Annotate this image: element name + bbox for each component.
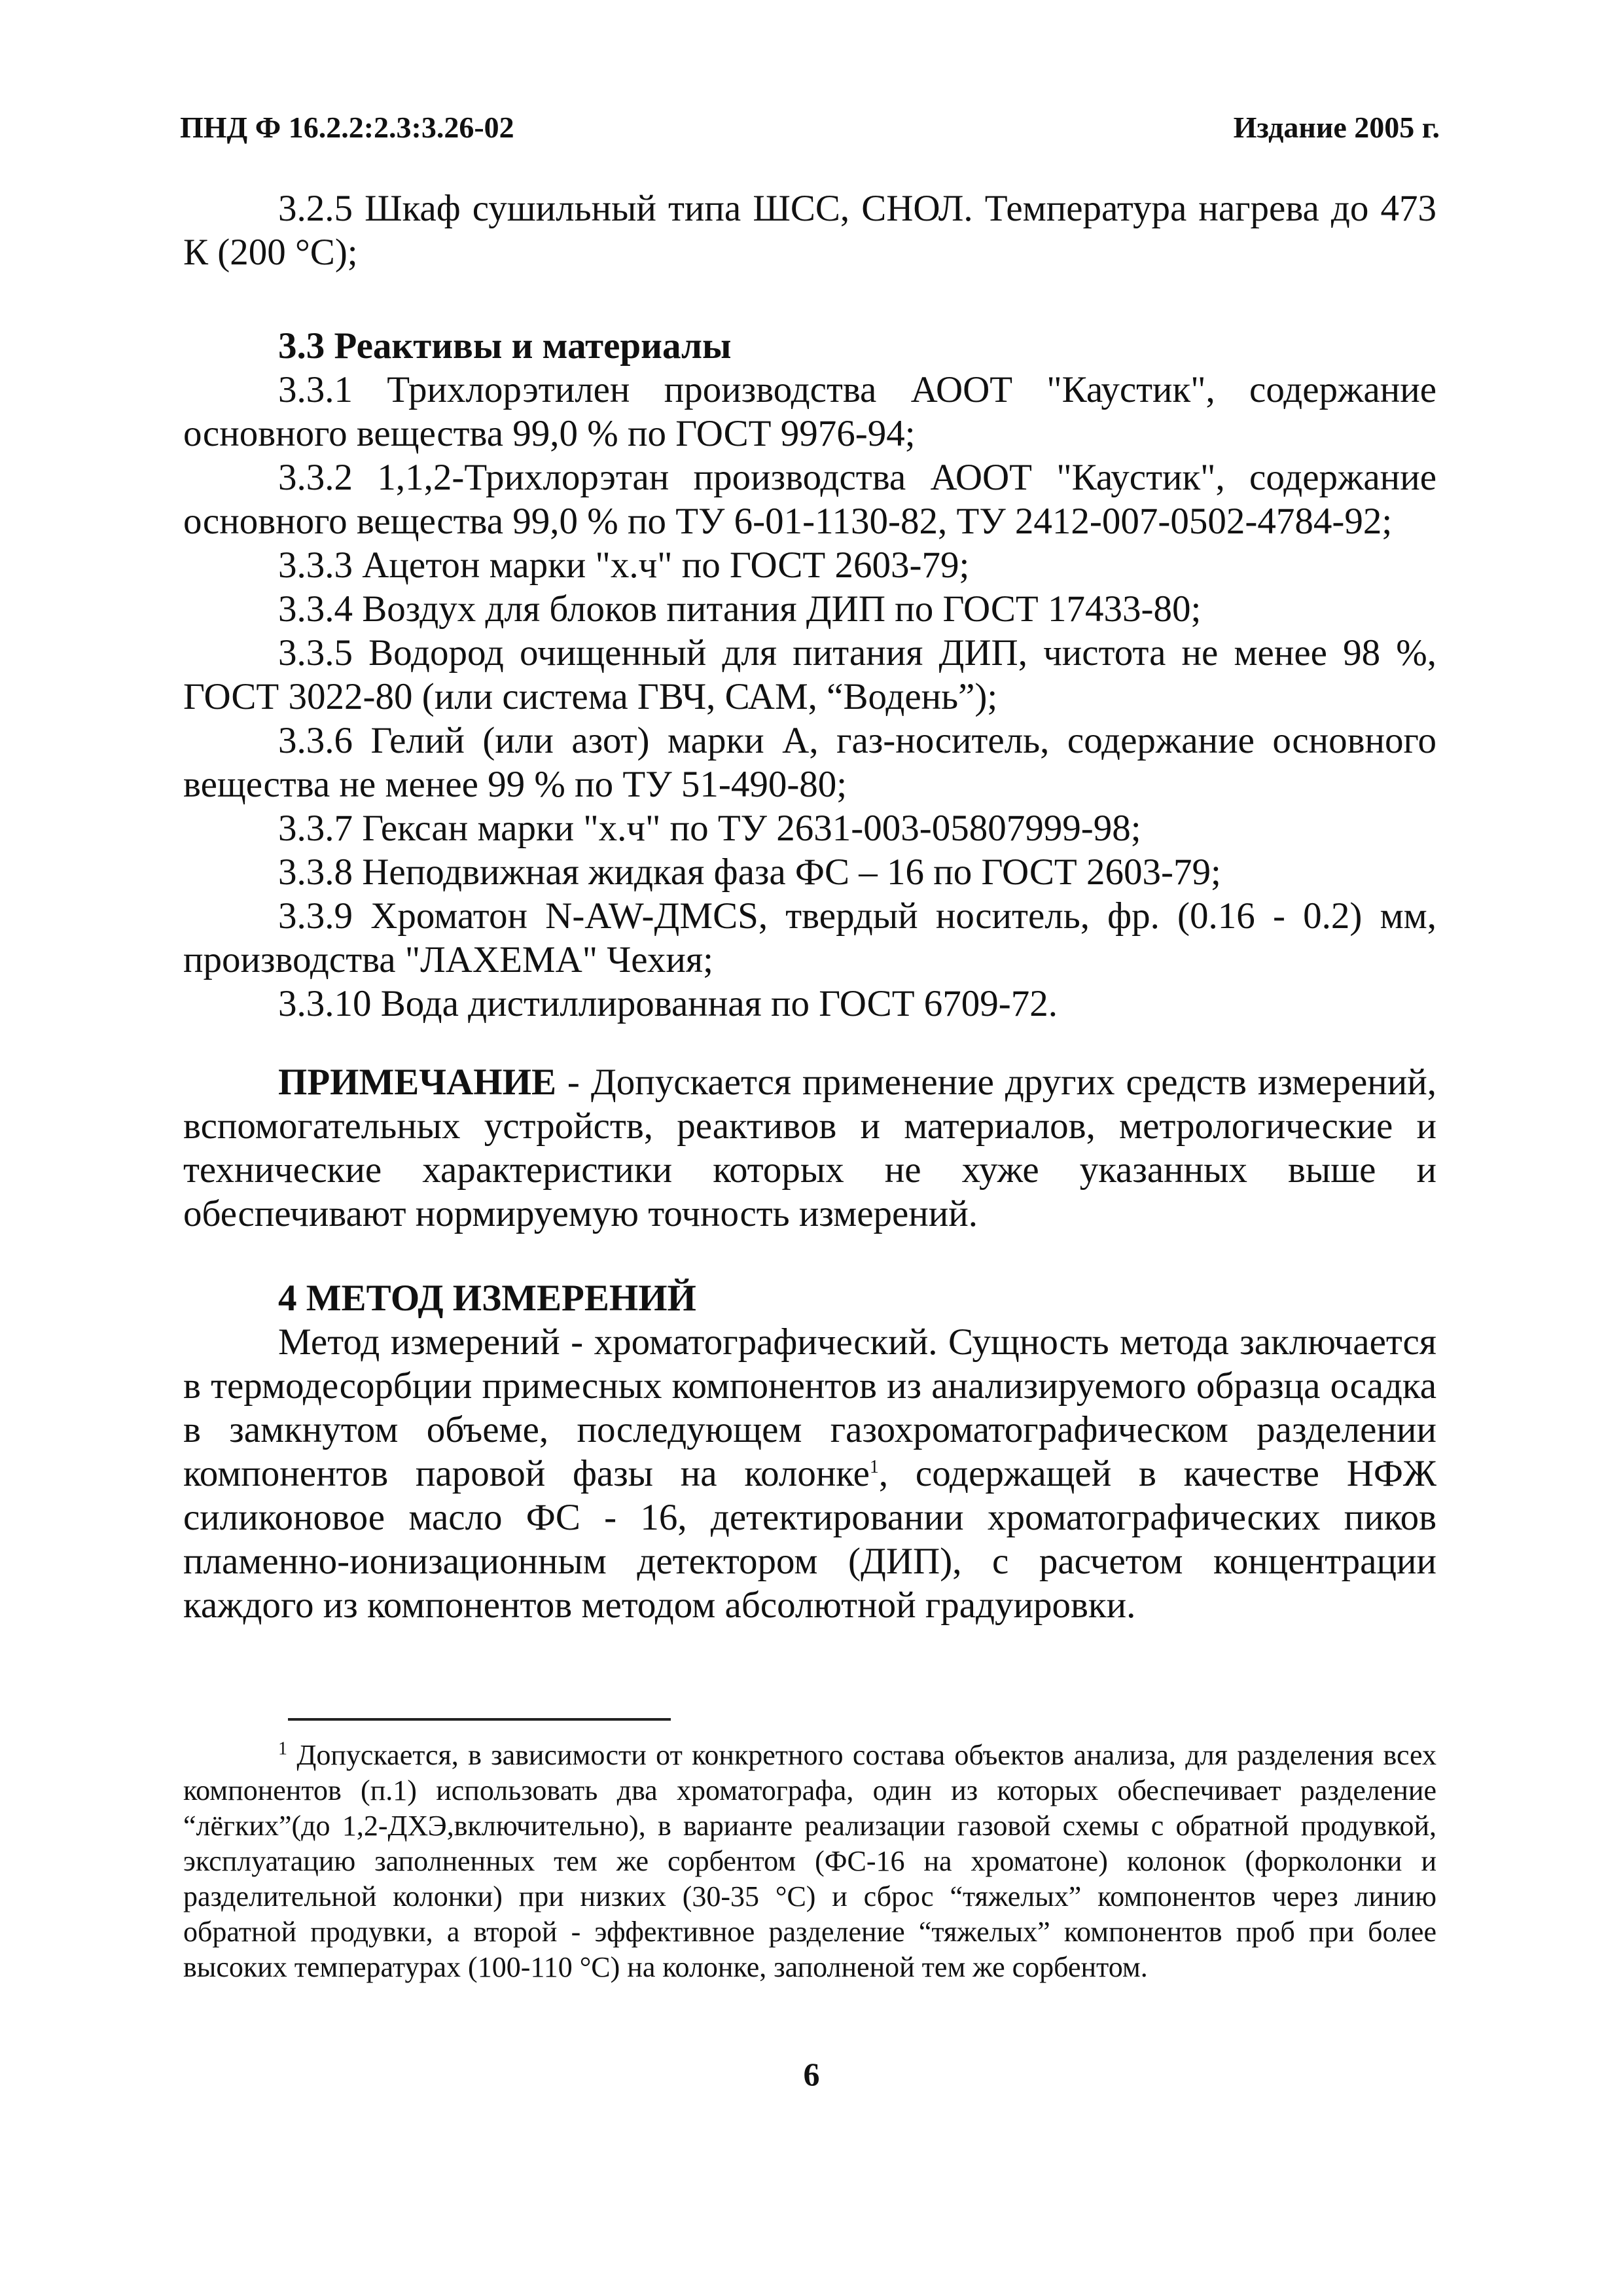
list-item: 3.3.9 Хроматон N-AW-ДМCS, твердый носитель, фр. (0.16 - 0.2) мм, производства "ЛАХЕМА" Чехия;	[183, 895, 1436, 980]
footnote-paragraph	[183, 1738, 1436, 1985]
method-text-part-1: Метод измерений - хроматографический. Сущность метода заключается в термодесорбции примесных компонентов из анализируемого образца осадка в замкнутом объеме, последующем газохроматографическом разделении компонентов паровой фазы на колонке	[183, 1321, 1436, 1494]
list-item: 3.3.7 Гексан марки "х.ч" по ТУ 2631-003-05807999-98;	[278, 808, 1141, 849]
page-header	[180, 110, 1440, 156]
footnote	[183, 1738, 1436, 1985]
list-item: 3.3.3 Ацетон марки "х.ч" по ГОСТ 2603-79;	[278, 545, 970, 586]
list-item: 3.3.1 Трихлорэтилен производства АООТ "Каустик", содержание основного вещества 99,0 % по ГОСТ 9976-94;	[183, 369, 1436, 454]
note-label: ПРИМЕЧАНИЕ	[278, 1062, 556, 1103]
document-code: ПНД Ф 16.2.2:2.3:3.26-02	[180, 111, 514, 144]
list-item: 3.3.5 Водород очищенный для питания ДИП, чистота не менее 98 %, ГОСТ 3022-80 (или система ГВЧ, САМ, “Водень”);	[183, 632, 1436, 717]
method-text-part-2: , содержащей в качестве НФЖ силиконовое масло ФС - 16, детектировании хроматографических пиков пламенно-ионизационным детектором (ДИП), с расчетом концентрации каждого из компонентов методом абсолютной градуировки.	[183, 1453, 1436, 1626]
paragraph-3-2-5: 3.2.5 Шкаф сушильный типа ШСС, СНОЛ. Температура нагрева до 473 К (200 °С);	[183, 188, 1436, 273]
list-item: 3.3.8 Неподвижная жидкая фаза ФС – 16 по ГОСТ 2603-79;	[278, 852, 1221, 893]
section-3-3	[183, 324, 1436, 1026]
section-heading-3-3: 3.3 Реактивы и материалы	[278, 325, 732, 367]
note-text: - Допускается применение других средств измерений, вспомогательных устройств, реактивов и материалов, метрологические и технические характеристики которых не хуже указанных выше и обеспечивают нормируемую точность измерений.	[183, 1062, 1436, 1234]
note-paragraph	[183, 1060, 1436, 1236]
footnote-reference: 1	[869, 1457, 879, 1477]
section-3-2-5	[183, 187, 1436, 274]
page-number: 6	[803, 2056, 820, 2092]
note-block	[183, 1060, 1436, 1236]
footnote-divider	[288, 1718, 671, 1721]
list-item: 3.3.6 Гелий (или азот) марки А, газ-носитель, содержание основного вещества не менее 99 % по ТУ 51-490-80;	[183, 720, 1436, 805]
section-4	[183, 1276, 1436, 1627]
edition-label: Издание 2005 г.	[1233, 111, 1440, 144]
list-item: 3.3.10 Вода дистиллированная по ГОСТ 6709-72.	[278, 983, 1058, 1024]
method-paragraph	[183, 1320, 1436, 1627]
footnote-text: Допускается, в зависимости от конкретного состава объектов анализа, для разделения всех компонентов (п.1) использовать два хроматографа, один из которых обеспечивает разделение “лёгких”(до 1,2-ДХЭ,включительно), в варианте реализации газовой схемы с обратной продувкой, эксплуатацию заполненных тем же сорбентом (ФС-16 на хроматоне) колонок (форколонки и разделительной колонки) при низких (30-35 °С) и сброс “тяжелых” компонентов через линию обратной продувки, а второй - эффективное разделение “тяжелых” компонентов проб при более высоких температурах (100-110 °С) на колонке, заполненой тем же сорбентом.	[183, 1739, 1436, 1983]
section-heading-4: 4 МЕТОД ИЗМЕРЕНИЙ	[278, 1278, 696, 1319]
list-item: 3.3.4 Воздух для блоков питания ДИП по ГОСТ 17433-80;	[278, 588, 1202, 630]
footnote-marker: 1	[278, 1738, 287, 1759]
list-item: 3.3.2 1,1,2-Трихлорэтан производства АООТ "Каустик", содержание основного вещества 99,0 % по ТУ 6-01-1130-82, ТУ 2412-007-0502-4784-92;	[183, 457, 1436, 542]
